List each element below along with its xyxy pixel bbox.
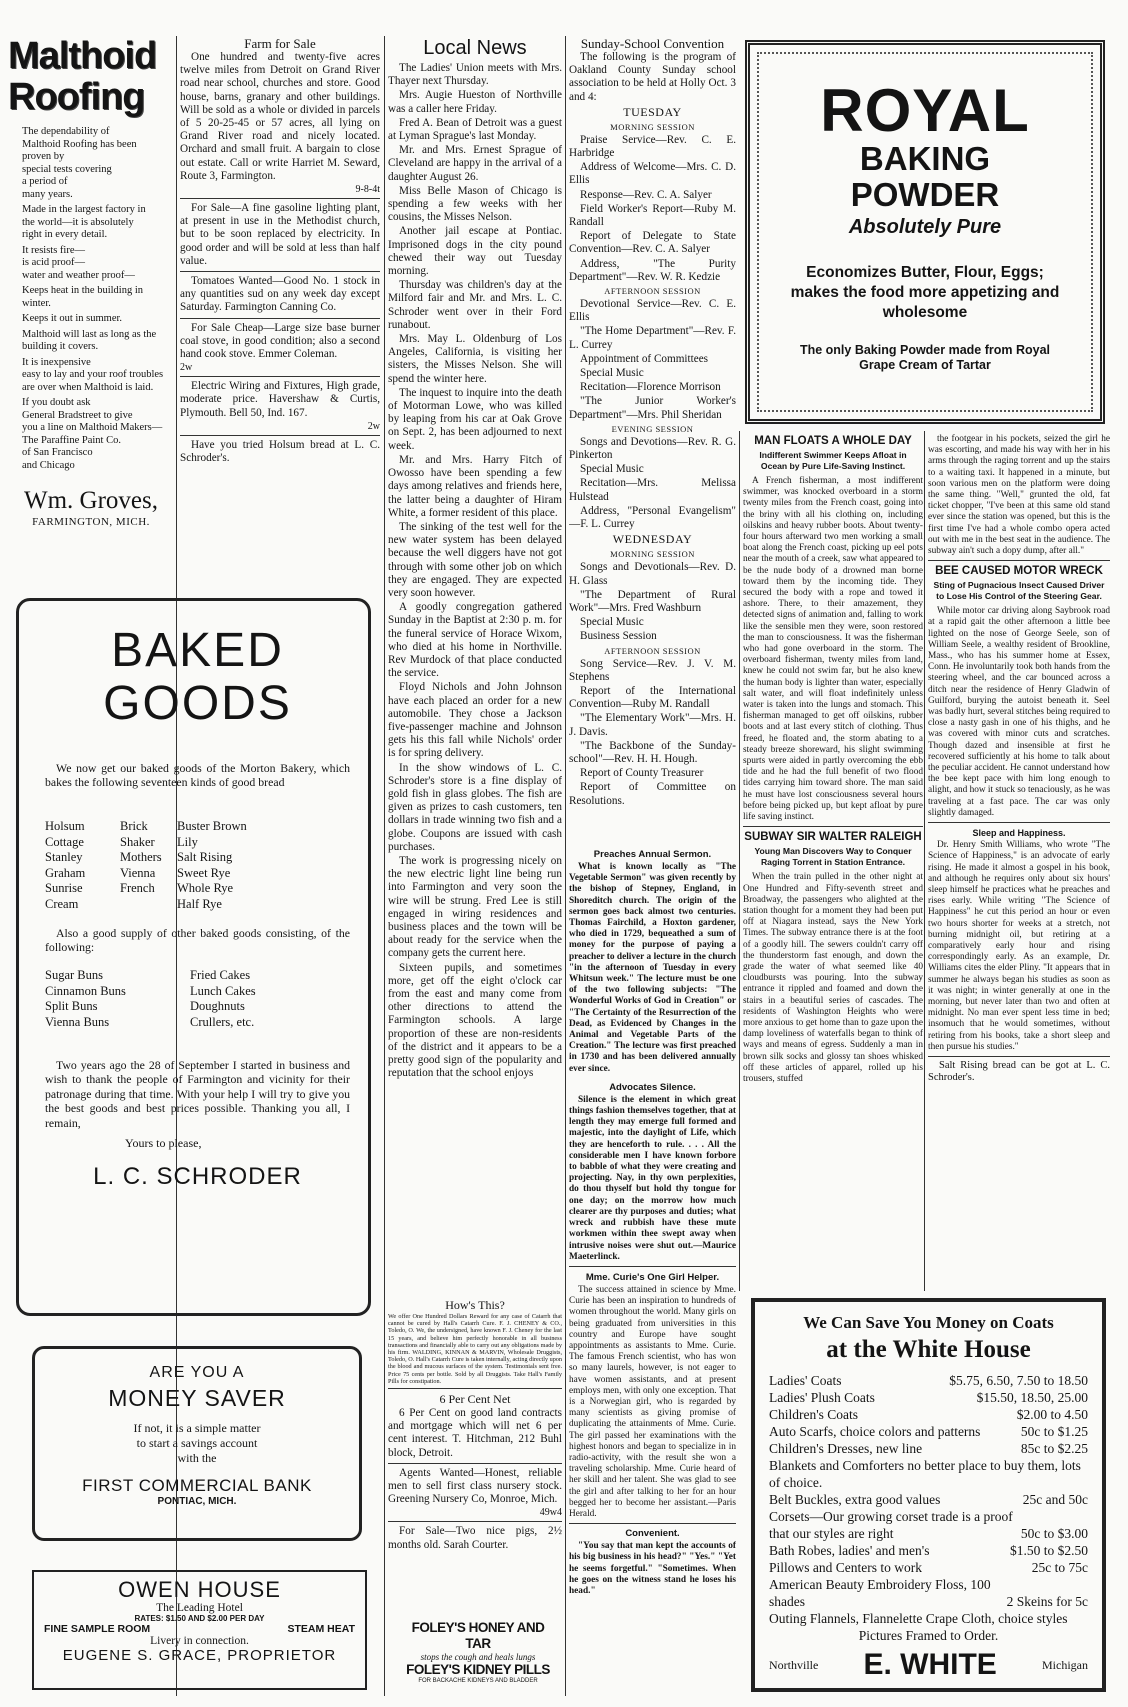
- bank-line-1: ARE YOU A: [149, 1364, 245, 1381]
- white-name: E. WHITE: [863, 1648, 997, 1681]
- royal-baking: BAKING: [859, 140, 991, 177]
- white-pictures: Pictures Framed to Order.: [858, 1628, 999, 1643]
- local-news-item: Mrs. Augie Hueston of Northville was a caller here Friday.: [388, 89, 562, 115]
- price-item: Ladies' Coats: [769, 1373, 842, 1388]
- malthoid-line: Malthoid will last as long as the: [22, 328, 157, 340]
- bank-ad: [32, 1346, 362, 1541]
- newspaper-page: [8, 36, 1116, 1696]
- baked-item: Crullers, etc.: [190, 1014, 255, 1029]
- price-item: Belt Buckles, extra good values: [769, 1492, 941, 1507]
- bread-item: Mothers: [120, 850, 162, 864]
- price-item: Bath Robes, ladies' and men's: [769, 1543, 930, 1558]
- program-item: Report of Committee on Resolutions.: [569, 781, 736, 807]
- owen-sub: The Leading Hotel: [156, 1602, 243, 1614]
- price-row: [769, 1508, 1088, 1542]
- malthoid-town: FARMINGTON, MICH.: [32, 516, 150, 528]
- bread-item: Sweet Rye: [177, 865, 231, 880]
- price-value: 25c to 75c: [1031, 1560, 1088, 1575]
- royal-title: ROYAL: [820, 77, 1030, 144]
- farm-ad: One hundred and twenty-five acres twelve miles from Detroit on Grand River road near school, churches and store. Good house, barns, granary and other buildings. Will be sold as a whole or divided in parcels of 5 20-25-45 or 57 acres, all lying on Grand River road and nicely located. Orchard and small fruit. A bargain to close out estate. Call or write Harriet M. Seward, Route 3, Farmington.: [180, 51, 380, 182]
- baked-item: Vienna Buns: [45, 1014, 110, 1029]
- bread-item: Lily: [177, 834, 198, 849]
- program-item: Business Session: [580, 630, 657, 643]
- program-item: "The Backbone of the Sunday-school"—Rev. H. H. Hough.: [569, 739, 736, 765]
- foley-honey: FOLEY'S HONEY AND TAR: [411, 1620, 545, 1651]
- price-value: 2 Skeins for 5c: [1006, 1594, 1088, 1609]
- local-news-item: In the show windows of L. C. Schroder's store is a fine display of gold fish in glass globes. The fish are given as prizes to cash customers, ten dollars in trade winning two fish and a globe. Coupons are issued with cash purchases.: [388, 761, 562, 853]
- price-value: 85c to $2.25: [1020, 1441, 1088, 1456]
- program-item: Praise Service—Rev. C. E. Harbridge: [569, 133, 736, 160]
- local-news-column: [388, 36, 562, 1296]
- wiring-ad: Electric Wiring and Fixtures, High grade, moderate price. Havershaw & Curtis, Plymouth. Bell 50, Ind. 167.: [180, 380, 380, 419]
- malthoid-subtitle: Roofing: [8, 76, 145, 118]
- bread-list: [45, 819, 350, 912]
- foley-kidney-ad: [398, 1662, 558, 1684]
- hows-this-head: How's This?: [445, 1298, 505, 1312]
- bread-item: Cottage: [45, 834, 84, 849]
- six-percent-text: 6 Per Cent on good land contracts and mortgage which will net 6 per cent interest. T. Hitchman, 212 Buhl block, Detroit.: [388, 1407, 562, 1459]
- local-news-item: Miss Belle Mason of Chicago is spending a few weeks with her cousins, the Misses Nelson.: [388, 184, 562, 224]
- sermon-head: Preaches Annual Sermon.: [593, 849, 712, 860]
- local-news-item: Fred A. Bean of Detroit was a guest at Lyman Sprague's last Monday.: [388, 116, 562, 143]
- six-percent-head: 6 Per Cent Net: [439, 1392, 511, 1407]
- column-rule: [739, 431, 740, 1291]
- baked-item: Doughnuts: [190, 999, 245, 1013]
- royal-powder: POWDER: [850, 176, 1000, 213]
- convention-head: Sunday-School Convention: [580, 36, 725, 51]
- program-item: Report of County Treasurer: [580, 767, 704, 780]
- owen-name: OWEN HOUSE: [118, 1577, 281, 1602]
- malthoid-line: It resists fire—: [22, 244, 85, 256]
- bread-item: Vienna: [120, 865, 156, 880]
- lower-col3: [388, 1298, 562, 1658]
- bread-item: Salt Rising: [177, 850, 233, 864]
- price-row: [769, 1542, 1088, 1559]
- program-item: Recitation—Mrs. Melissa Hulstead: [569, 477, 736, 503]
- program-item: Songs and Devotionals—Rev. D. H. Glass: [569, 561, 736, 587]
- malthoid-copy: [8, 126, 174, 472]
- foley-honey-ad: [398, 1620, 558, 1662]
- program-item: Field Worker's Report—Ruby M. Randall: [569, 202, 736, 229]
- malthoid-line: winter.: [22, 297, 51, 309]
- tomatoes-ad: Tomatoes Wanted—Good No. 1 stock in any quantities sud on any week day except Saturday. Farmington Canning Co.: [180, 275, 380, 314]
- program-item: Special Music: [580, 367, 644, 380]
- convention-column: [569, 36, 736, 846]
- white-house-ad: [751, 1298, 1106, 1692]
- baked-title: BAKED: [111, 624, 284, 677]
- gasoline-ad: For Sale—A fine gasoline lighting plant, at present in use in the Methodist church, but to be soon replaced by electricity. In good order and will be sold at less than half value.: [180, 202, 380, 267]
- subway-deck: Young Man Discovers Way to Conquer Raging Torrent in Station Entrance.: [754, 846, 912, 868]
- program-item: Recitation—Florence Morrison: [580, 381, 721, 394]
- baked-closing: Two years ago the 28 of September I started in business and wish to thank the people of Farmington and vicinity for their patronage during that time. With your help I will try to give you the best goods and best prices possible. Thanking you all, I remain,: [45, 1058, 350, 1130]
- malthoid-line: a period of: [22, 176, 68, 187]
- agents-ad: Agents Wanted—Honest, reliable men to sell first class nursery stock. Greening Nursery Co, Monroe, Mich.: [388, 1466, 562, 1506]
- malthoid-ad: [8, 36, 174, 571]
- price-value: $2.00 to 4.50: [1016, 1407, 1088, 1422]
- baked-also: Also a good supply of other baked goods consisting, of the following:: [45, 926, 350, 954]
- owen-rates: RATES: $1.50 AND $2.00 PER DAY: [134, 1614, 265, 1623]
- price-row: [769, 1559, 1088, 1576]
- malthoid-line: The dependability of: [22, 126, 110, 137]
- program-item: "The Home Department"—Rev. F. L. Currey: [569, 325, 736, 351]
- convenient-text: "You say that man kept the accounts of his big business in his head?" "Yes." "Yet he seems forgetful." "Sometimes. When he goes on the witness stand he loses his head.": [569, 1541, 736, 1596]
- owen-steam-heat: STEAM HEAT: [287, 1623, 355, 1635]
- white-outing: Outing Flannels, Flannelette Crape Cloth, choice styles: [769, 1611, 1068, 1626]
- local-news-item: Thursday was children's day at the Milford fair and Mr. and Mrs. L. C. Schroder went over in their Ford runabout.: [388, 279, 562, 331]
- program-item: "The Department of Rural Work"—Mrs. Fred Washburn: [569, 588, 736, 614]
- white-head-2: at the White House: [826, 1336, 1031, 1363]
- baked-goods-ad: [16, 598, 371, 1316]
- malthoid-line: If you doubt ask: [22, 397, 91, 408]
- salt-rising-ad: Salt Rising bread can be got at L. C. Schroder's.: [928, 1059, 1110, 1083]
- goods-title: GOODS: [103, 677, 292, 730]
- bread-item: Graham: [45, 865, 86, 880]
- bank-line-4: to start a savings account: [136, 1436, 258, 1450]
- bread-item: Buster Brown: [177, 819, 247, 833]
- silence-text: Silence is the element in which great things fashion themselves together, that at length they may emerge full formed and majestic, into the daylight of Life, which they are henceforth to rule. . . . All the considerable men I have known forbore to babble of what they were creating and projecting. Nay, in thy own perplexities, do thou thyself but hold thy tongue for one day; on the morrow how much clearer are thy purposes and duties; what wreck and rubbish have these mute workmen within thee swept away when intrusive noises were shut out.—Maurice Maeterlinck.: [569, 1094, 736, 1262]
- white-price-list: [769, 1372, 1088, 1457]
- curie-text: The success attained in science by Mme. Curie has been an inspiration to hundreds of women throughout the world. Many girls on being graduated from universities in this country and Europe have sought appointments as assistants to Mme. Curie. The famous French scientist, who has won so many laurels, however, is not eager to have women assistants, and at present employs men, with only one exception. That is a Norwegian girl, who is regarded by many scientists as giving promise of duplicating the attainments of Mme. Curie. The girl passed her examinations with the highest honors and began to specialize in in radio-activity, with the result she won a traveling scholarship. Mme. Curie heard of her skill and her talent. She was glad to see the girl and after talking to her for an hour begged her to become her assistant.—Paris Herald.: [569, 1284, 736, 1519]
- foley-kidney-sub: FOR BACKACHE KIDNEYS AND BLADDER: [418, 1678, 538, 1684]
- malthoid-line: of San Francisco: [22, 447, 93, 458]
- program-session: AFTERNOON SESSION: [604, 286, 701, 297]
- owen-sample-room: FINE SAMPLE ROOM: [44, 1623, 151, 1635]
- white-head-1: We Can Save You Money on Coats: [803, 1313, 1054, 1332]
- bread-item: Brick: [120, 819, 148, 833]
- local-news-item: Sixteen pupils, and sometimes more, get off the eight o'clock car from the east and many come from other directions to attend the Farmington schools. A large proportion of these are non-residents of the district and it appears to be a pretty good sign of the popularity and reputation that the school enjoys: [388, 961, 562, 1080]
- program-item: Songs and Devotions—Rev. R. G. Pinkerton: [569, 435, 736, 462]
- local-news-item: The sinking of the test well for the new water system has been delayed because the well diggers have not got through with some other job on which they are engaged. They are expected very soon however.: [388, 520, 562, 599]
- baked-item: Fried Cakes: [190, 968, 251, 982]
- bank-town: PONTIAC, MICH.: [157, 1496, 237, 1507]
- classifieds-column: [180, 36, 380, 571]
- bread-item: Whole Rye: [177, 881, 234, 895]
- local-news-item: A goodly congregation gathered Sunday in the Baptist at 2:30 p. m. for the funeral service of Horace Wixom, who died at his home in Northville. Rev Murdock of that place conducted the service.: [388, 601, 562, 680]
- malthoid-line: The Paraffine Paint Co.: [22, 434, 121, 446]
- program-item: Appointment of Committees: [580, 352, 709, 365]
- price-item: American Beauty Embroidery Floss, 100 shades: [769, 1577, 991, 1609]
- column-rule: [565, 36, 566, 1696]
- local-news-item: Another jail escape at Pontiac. Imprisoned dogs in the city pound chewed their way out Tuesday morning.: [388, 225, 562, 278]
- royal-foot: The only Baking Powder made from Royal Grape Cream of Tartar: [799, 343, 1051, 372]
- sleep-text: Dr. Henry Smith Williams, who wrote "The Science of Happiness," is an advocate of early rising. He made it almost a gospel in his book, and although he requires only about six hours' sleep himself he practices what he preaches and rises early. While writing "The Science of Happiness" he cut this period an hour or even two hours shorter for weeks at a stretch, not burning midnight oil, but retiring at a comparatively early hour and rising correspondingly early. As an example, Dr. Williams cites the elder Pliny. "It appears that in summer he always began his studies as soon as it was night; in winter generally at one in the morning, but never later than two and often at midnight. No man ever spent less time in bed; insomuch that he would sometimes, without retiring from his books, take a short sleep and then pursue his studies.": [928, 840, 1110, 1052]
- program-item: Address, "The Purity Department"—Rev. W. R. Kedzie: [569, 257, 736, 283]
- convention-program: [569, 105, 736, 808]
- column-rule: [924, 431, 925, 1291]
- pigs-ad: For Sale—Two nice pigs, 2½ months old. Sarah Courter.: [388, 1525, 562, 1551]
- program-item: Address of Welcome—Mrs. C. D. Ellis: [569, 161, 736, 187]
- local-news-head: Local News: [423, 37, 527, 59]
- malthoid-line: is acid proof—: [22, 257, 85, 268]
- white-blankets: Blankets and Comforters no better place to buy them, lots of choice.: [769, 1458, 1081, 1490]
- white-town: Northville: [769, 1657, 819, 1672]
- program-item: "The Junior Worker's Department"—Mrs. Phil Sheridan: [569, 395, 736, 421]
- program-item: Report of the International Convention—Ruby M. Randall: [569, 684, 736, 711]
- royal-ad: [745, 40, 1105, 424]
- baked-signature: L. C. SCHRODER: [93, 1163, 302, 1191]
- malthoid-line: right in every detail.: [22, 229, 108, 240]
- subway-head: SUBWAY SIR WALTER RALEIGH: [744, 831, 922, 844]
- bread-item: Half Rye: [177, 896, 222, 911]
- malthoid-line: building it covers.: [22, 341, 99, 352]
- malthoid-line: and Chicago: [22, 459, 75, 471]
- sermon-text: What is known locally as "The Vegetable Sermon" was given recently by the bishop of Stepney, England, in Shoreditch church. The origin of the sermon goes back almost two centuries. Thomas Fairchild, a Hoxton gardener, who died in 1729, bequeathed a sum of money for the purpose of paying a preacher to deliver a lecture in the church "in the afternoon of Tuesday in every Whitsun week." The lecture must be one of the two following subjects: "The Wonderful Works of God in Creation" or "The Certainty of the Resurrection of the Dead, as Evidenced by Changes in the Animal and Vegetable Parts of the Creation." The lecture was first preached in 1730 and has been delivered annually ever since.: [569, 862, 736, 1074]
- program-item: Song Service—Rev. J. V. M. Stephens: [569, 657, 736, 683]
- baked-item: Lunch Cakes: [190, 983, 256, 998]
- program-session: AFTERNOON SESSION: [604, 645, 701, 656]
- subway-text: When the train pulled in the other night at One Hundred and Fifty-seventh street and Broadway, the passengers who alighted at the station thought for a moment they had been put off at Niagara instead, says the New York Times. The subway entrance there is at the foot of a goodly hill. The sewers couldn't carry off the thunderstorm fast enough, and down the grade the water of what seemed like 40 cloudbursts was pouring. Into the subway entrance it rippled and foamed and down the stairs in a beautiful series of cascades. The residents of Washington Heights who were more anxious to get home than to gaze upon the damp loveliness of waterfalls began to think of ways and means of egress. Suddenly a man in brown silk socks and glossy tan shoes whisked off these articles of apparel, rolled up his trousers, stuffed: [743, 872, 923, 1084]
- sleep-head: Sleep and Happiness.: [972, 828, 1066, 839]
- local-news-body: [388, 62, 562, 1080]
- program-item: Response—Rev. C. A. Salyer: [580, 188, 712, 201]
- fisherman-deck: Indifferent Swimmer Keeps Afloat in Ocean by Pure Life-Saving Instinct.: [759, 450, 907, 471]
- column-rule: [384, 36, 385, 1696]
- baked-item: Sugar Buns: [45, 968, 103, 982]
- silence-head: Advocates Silence.: [609, 1081, 696, 1093]
- malthoid-line: easy to lay and your roof troubles: [22, 369, 164, 380]
- price-item: Ladies' Plush Coats: [769, 1390, 875, 1405]
- baked-intro: We now get our baked goods of the Morton Bakery, which bakes the following seventeen kinds of good bread: [45, 761, 350, 789]
- foley-kidney: FOLEY'S KIDNEY PILLS: [406, 1662, 550, 1677]
- program-day: WEDNESDAY: [612, 532, 693, 547]
- bee-head: BEE CAUSED MOTOR WRECK: [935, 565, 1103, 578]
- malthoid-line: Keeps heat in the building in: [22, 285, 144, 296]
- bank-name: FIRST COMMERCIAL BANK: [82, 1476, 312, 1495]
- price-row: [769, 1576, 1088, 1610]
- malthoid-line: water and weather proof—: [22, 269, 135, 281]
- agents-code: 49w4: [539, 1507, 562, 1519]
- price-item: Auto Scarfs, choice colors and patterns: [769, 1424, 981, 1439]
- owen-livery: Livery in connection.: [150, 1635, 249, 1647]
- price-value: 25c and 50c: [1022, 1492, 1088, 1507]
- malthoid-line: special tests covering: [22, 163, 112, 175]
- bank-line-3: If not, it is a simple matter: [133, 1421, 261, 1435]
- white-state: Michigan: [1041, 1657, 1088, 1672]
- convenient-head: Convenient.: [625, 1528, 680, 1540]
- bread-item: Shaker: [120, 834, 155, 849]
- malthoid-title: Malthoid: [8, 36, 157, 77]
- bread-item: French: [120, 881, 155, 895]
- program-session: MORNING SESSION: [610, 121, 695, 132]
- wiring-code: 2w: [367, 420, 380, 432]
- price-value: $1.50 to $2.50: [1009, 1543, 1088, 1558]
- bank-line-2: MONEY SAVER: [108, 1385, 286, 1411]
- price-row: [769, 1440, 1088, 1457]
- baked-yours: Yours to please,: [125, 1136, 202, 1151]
- farm-code: 9-8-4t: [355, 184, 380, 196]
- price-value: $5.75, 6.50, 7.50 to 18.50: [949, 1373, 1088, 1388]
- foley-honey-sub: stops the cough and heals lungs: [420, 1652, 536, 1662]
- bee-deck: Sting of Pugnacious Insect Caused Driver to Lose His Control of the Steering Gear.: [933, 580, 1105, 602]
- bank-line-5: with the: [177, 1451, 217, 1465]
- malthoid-line: It is inexpensive: [22, 356, 91, 368]
- malthoid-line: the world—it is absolutely: [22, 216, 134, 228]
- price-row: [769, 1423, 1088, 1440]
- program-day: TUESDAY: [623, 104, 682, 119]
- program-item: "The Elementary Work"—Mrs. H. J. Davis.: [569, 712, 736, 738]
- malthoid-line: are over when Malthoid is laid.: [22, 381, 154, 393]
- stories-col5: [743, 434, 923, 1289]
- baked-item: Split Buns: [45, 999, 98, 1013]
- price-row: [769, 1406, 1088, 1423]
- local-news-item: Mr. and Mrs. Harry Fitch of Owosso have been spending a few days among relatives and friends here, the latter being a daughter of Hiram White, a former resident of this place.: [388, 453, 562, 519]
- program-item: Special Music: [580, 616, 644, 629]
- price-value: 50c to $1.25: [1020, 1424, 1088, 1439]
- bread-item: Cream: [45, 896, 79, 911]
- program-session: MORNING SESSION: [610, 549, 695, 560]
- price-row: [769, 1372, 1088, 1389]
- fisherman-text: A French fisherman, a most indifferent swimmer, was knocked overboard in a storm twenty miles from the French coast, going into the briny with all his clothing on, including oilskins and heavy rubber boots. About twenty-four hours afterward two men working a small boat along the French coast, picking up eel pots near the mouth of a creek, saw what appeared to be the nude body of a drowned man borne toward them by the incoming tide. They secured the body with a rope and towed it ashore. There, to their amazement, they detected signs of animation and, falling to work like the sensible men they were, soon restored the man to consciousness. It was the fisherman who had gone overboard in the storm. The overboard fisherman, twenty miles from land, knew he could not swim far, but he also knew the human body is lighter than water, especially salt water, and will float indefinitely unless water is taken into the lungs and stomach. This fisherman managed to get off oilskins, rubber boots and at last every stitch of clothing. Thus freed, he floated and, the storm abating to a steady breeze shoreward, his slight swimming spurts were aided in partly overcoming the ebb tide and he had the full benefit of two flood tides carrying him toward shore. The man said he must have lost consciousness several hours before being picked up, but kept afloat by pure life saving instinct.: [743, 476, 923, 823]
- curie-head: Mme. Curie's One Girl Helper.: [585, 1271, 720, 1283]
- malthoid-line: proven by: [22, 151, 65, 162]
- convention-intro: The following is the program of Oakland County Sunday school association to be held at Holly Oct. 3 and 4:: [569, 51, 736, 103]
- price-item: Pillows and Centers to work: [769, 1560, 922, 1575]
- local-news-item: The Ladies' Union meets with Mrs. Thayer next Thursday.: [388, 62, 562, 88]
- price-item: Children's Coats: [769, 1407, 859, 1422]
- fisherman-head: MAN FLOATS A WHOLE DAY: [754, 435, 912, 447]
- royal-body: Economizes Butter, Flour, Eggs; makes the food more appetizing and wholesome: [790, 264, 1060, 321]
- malthoid-line: many years.: [22, 188, 73, 200]
- bee-text: While motor car driving along Saybrook road at a rapid gait the other afternoon a little bee lighted on the nose of George Seele, son of William Seele, a wealthy resident of Brookline, Mass., who has his summer home at Essex, Conn. He involuntarily took both hands from the steering wheel, and the car bounced across a ditch near the residence of Henry Gladwin of Guilford, burying the autoist beneath it. Seel was badly hurt, several stitches being required to close a nasty gash in one of his thighs, and he was covered with minor cuts and scratches. Though dazed and insensible at first he recovered sufficiently at his home to talk about the peculiar accident. He cannot understand how the bee kept pace with him long enough to alight, and how it stuck so tenaciously, as he was traveling at a fast pace. The car was only slightly damaged.: [928, 606, 1110, 818]
- local-news-item: The inquest to inquire into the death of Motorman Lowe, who was killed by leaping from his car at Oak Grove on Sept. 2, has been adjourned to next week.: [388, 386, 562, 452]
- stove-code: 2w: [180, 362, 193, 374]
- local-news-item: The work is progressing nicely on the new electric light line being run into Farmington and very soon the wire will be strung. Fred Lee is still engaged in wiring residences and business places and the town will be about ready for the service when the company gets the current here.: [388, 854, 562, 960]
- farm-head: Farm for Sale: [244, 36, 316, 51]
- program-item: Address, "Personal Evangelism" —F. L. Currey: [569, 504, 736, 531]
- price-row: [769, 1491, 1088, 1508]
- baked-item: Cinnamon Buns: [45, 983, 126, 998]
- bread-item: Sunrise: [45, 881, 83, 895]
- malthoid-line: you a line on Malthoid Makers—: [22, 422, 163, 433]
- royal-pure: Absolutely Pure: [848, 216, 1002, 238]
- malthoid-dealer: Wm. Groves,: [24, 487, 158, 514]
- malthoid-line: Malthoid Roofing has been: [22, 138, 137, 150]
- other-goods-list: [45, 968, 350, 1030]
- subway-continued: the footgear in his pockets, seized the girl he was escorting, and made his way with her in his arms through the raging torrent and up the stairs to a waiting taxi. It happened in a minute, but soon various men on the platform were doing the same thing. "Well," grunted the old, fat ticket chopper, "I've been at this same old stand ever since the station was opened, but this is the first time I've had a whole combo opera acted out with me in the best seat in the audience. The subway ain't such a dopy dump, after all.": [928, 434, 1110, 557]
- program-item: Devotional Service—Rev. C. E. Ellis: [569, 298, 736, 324]
- price-item: Corsets—Our growing corset trade is a proof that our styles are right: [769, 1509, 1013, 1541]
- malthoid-line: Made in the largest factory in: [22, 204, 146, 215]
- white-price-list-2: [769, 1491, 1088, 1610]
- program-item: Report of Delegate to State Convention—Rev. C. A. Salyer: [569, 230, 736, 256]
- price-item: Children's Dresses, new line: [769, 1441, 923, 1456]
- hows-this-text: We offer One Hundred Dollars Reward for any case of Catarrh that cannot be cured by Hall's Catarrh Cure. F. J. CHENEY & CO., Toledo, O. We, the undersigned, have known F. J. Cheney for the last 15 years, and believe him perfectly honorable in all business transactions and financially able to carry out any obligations made by his firm. WALDING, KINNAN & MARVIN, Wholesale Druggists, Toledo, O. Hall's Catarrh Cure is taken internally, acting directly upon the blood and mucous surfaces of the system. Testimonials sent free. Price 75 cents per bottle. Sold by all Druggists. Take Hall's Family Pills for constipation.: [388, 1313, 562, 1385]
- program-item: Special Music: [580, 463, 644, 476]
- owen-proprietor: EUGENE S. GRACE, PROPRIETOR: [62, 1647, 337, 1664]
- program-session: EVENING SESSION: [611, 423, 694, 434]
- local-news-item: Mr. and Mrs. Ernest Sprague of Cleveland are happy in the arrival of a daughter August 26.: [388, 144, 562, 183]
- price-value: 50c to $3.00: [1020, 1526, 1088, 1541]
- price-value: $15.50, 18.50, 25.00: [976, 1390, 1088, 1405]
- malthoid-line: General Bradstreet to give: [22, 409, 133, 421]
- local-news-item: Mrs. May L. Oldenburg of Los Angeles, California, is visiting her sisters, the Misses Nelson. She will spend the winter here.: [388, 333, 562, 385]
- bread-item: [120, 897, 177, 913]
- bread-item: Holsum: [45, 819, 85, 833]
- lower-col4: [569, 848, 736, 1698]
- owen-house-ad: [32, 1570, 367, 1690]
- price-row: [769, 1389, 1088, 1406]
- stove-ad: For Sale Cheap—Large size base burner coal stove, in good condition; also a second hand cook stove. Emmer Coleman.: [180, 321, 380, 361]
- local-news-item: Floyd Nichols and John Johnson have each placed an order for a new automobile. They chose a Jackson five-passenger machine and Johnson gets his this fall while Nichols' order is for spring delivery.: [388, 681, 562, 760]
- malthoid-line: Keeps it out in summer.: [22, 313, 123, 324]
- stories-col6: [928, 434, 1110, 1289]
- holsum-ad: Have you tried Holsum bread at L. C. Schroder's.: [180, 438, 380, 465]
- bread-item: Stanley: [45, 850, 83, 864]
